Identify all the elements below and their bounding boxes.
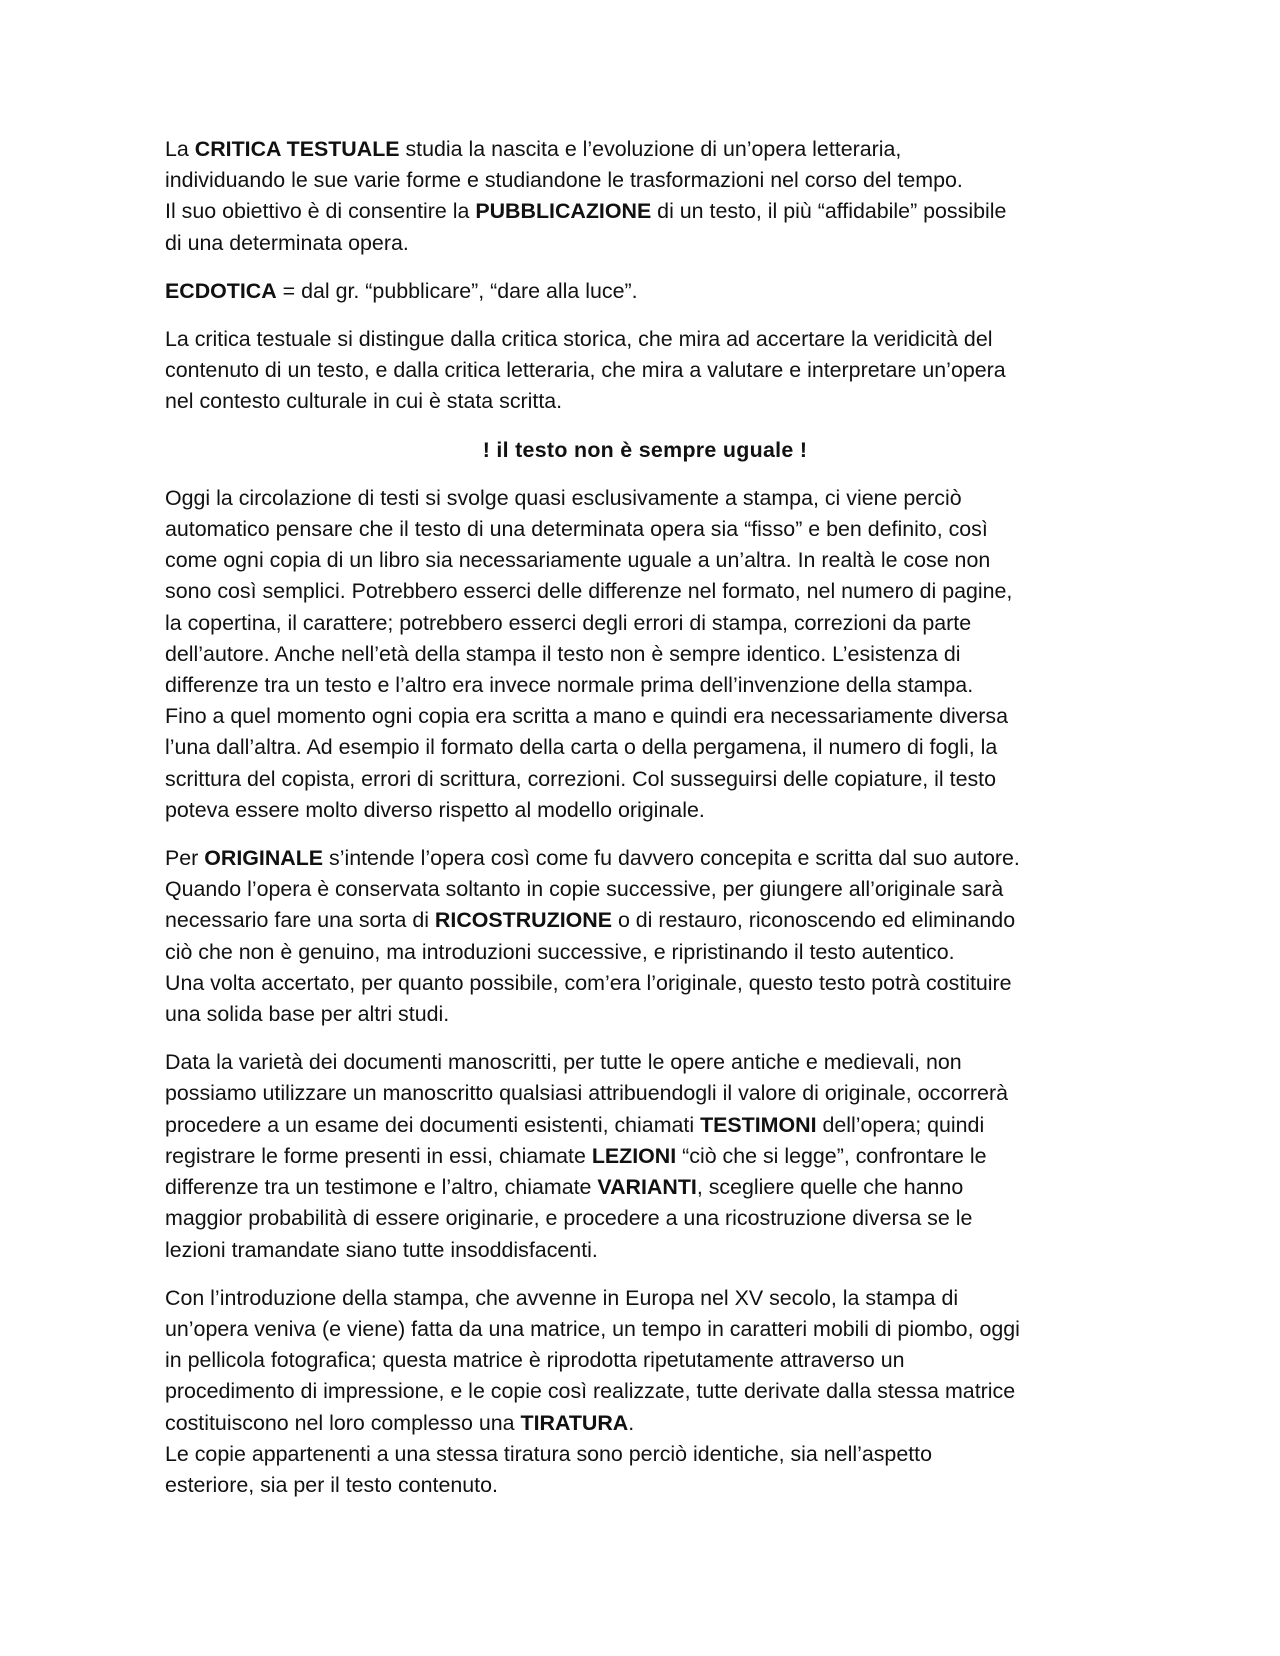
text-span: maggior probabilità di essere originarie, e procedere a una ricostruzione diversa se le — [165, 1206, 973, 1231]
text-span: differenze tra un testimone e l’altro, chiamate — [165, 1175, 598, 1200]
text-span: studia la nascita e l’evoluzione di un’opera letteraria, — [399, 137, 902, 161]
text-line: Fino a quel momento ogni copia era scritta a mano e quindi era necessariamente diversa — [165, 704, 1009, 729]
term-ecdotica: ECDOTICA — [165, 278, 277, 303]
paragraph-distinzione — [165, 324, 1125, 418]
text-span: una solida base per altri studi. — [165, 1002, 450, 1027]
paragraph-originale — [165, 843, 1125, 1030]
text-span: di una determinata opera. — [165, 230, 409, 255]
paragraph-tiratura — [165, 1283, 1125, 1501]
text-span: o di restauro, riconoscendo ed eliminando — [612, 908, 1016, 933]
term-testimoni: TESTIMONI — [700, 1112, 817, 1137]
text-line: sono così semplici. Potrebbero esserci delle differenze nel formato, nel numero di pagine, — [165, 579, 1013, 604]
term-lezioni: LEZIONI — [591, 1143, 677, 1168]
text-line: differenze tra un testo e l’altro era invece normale prima dell’invenzione della stampa. — [165, 673, 974, 698]
text-span: s’intende l’opera così come fu davvero concepita e scritta dal suo autore. — [323, 846, 1020, 871]
text-span: di un testo, il più “affidabile” possibile — [651, 199, 1007, 224]
text-line: poteva essere molto diverso rispetto al modello originale. — [165, 797, 705, 822]
text-line: nel contesto culturale in cui è stata scritta. — [165, 389, 563, 414]
text-span: esteriore, sia per il testo contenuto. — [165, 1472, 498, 1497]
text-span: registrare le forme presenti in essi, chiamate — [165, 1143, 592, 1168]
text-span: Quando l’opera è conservata soltanto in copie successive, per giungere all’originale sarà — [165, 877, 1004, 902]
document-body — [165, 134, 1125, 1518]
term-pubblicazione: PUBBLICAZIONE — [475, 199, 652, 224]
text-span: necessario fare una sorta di — [165, 908, 435, 933]
paragraph-critica-testuale — [165, 134, 1125, 259]
text-line: la copertina, il carattere; potrebbero esserci degli errori di stampa, correzioni da parte — [165, 610, 972, 635]
text-span: possiamo utilizzare un manoscritto qualsiasi attribuendogli il valore di originale, occorrerà — [165, 1081, 1008, 1106]
text-span: lezioni tramandate siano tutte insoddisfacenti. — [165, 1237, 598, 1262]
text-span: in pellicola fotografica; questa matrice è riprodotta ripetutamente attraverso un — [165, 1348, 905, 1373]
text-line: scrittura del copista, errori di scrittura, correzioni. Col susseguirsi delle copiature, il testo — [165, 766, 996, 791]
term-originale: ORIGINALE — [204, 846, 324, 871]
text-span: un’opera veniva (e viene) fatta da una matrice, un tempo in caratteri mobili di piombo, oggi — [165, 1316, 1020, 1341]
text-line: dell’autore. Anche nell’età della stampa il testo non è sempre identico. L’esistenza di — [165, 641, 961, 666]
text-span: Per — [165, 846, 205, 871]
text-line: La critica testuale si distingue dalla critica storica, che mira ad accertare la veridicità del — [165, 327, 993, 352]
term-critica-testuale: CRITICA TESTUALE — [194, 137, 400, 161]
text-line: Oggi la circolazione di testi si svolge quasi esclusivamente a stampa, ci viene perciò — [165, 485, 962, 510]
text-span: costituiscono nel loro complesso una — [165, 1410, 521, 1435]
term-ricostruzione: RICOSTRUZIONE — [434, 908, 612, 933]
term-varianti: VARIANTI — [597, 1175, 697, 1200]
text-line: contenuto di un testo, e dalla critica letteraria, che mira a valutare e interpretare un’opera — [165, 358, 1006, 383]
text-span: Data la varietà dei documenti manoscritti, per tutte le opere antiche e medievali, non — [165, 1050, 962, 1075]
text-span: individuando le sue varie forme e studiandone le trasformazioni nel corso del tempo. — [165, 168, 963, 193]
text-span: Con l’introduzione della stampa, che avvenne in Europa nel XV secolo, la stampa di — [165, 1285, 959, 1310]
text-span: = dal gr. “pubblicare”, “dare alla luce”. — [276, 278, 638, 303]
text-span: Le copie appartenenti a una stessa tiratura sono perciò identiche, sia nell’aspetto — [165, 1441, 932, 1466]
term-tiratura: TIRATURA — [520, 1410, 629, 1435]
text-span: “ciò che si legge”, confrontare le — [676, 1143, 987, 1168]
paragraph-circolazione — [165, 483, 1125, 826]
text-span: Il suo obiettivo è di consentire la — [165, 199, 476, 224]
text-span: ciò che non è genuino, ma introduzioni successive, e ripristinando il testo autentico. — [165, 939, 955, 964]
text-span: procedimento di impressione, e le copie così realizzate, tutte derivate dalla stessa matrice — [165, 1379, 1016, 1404]
text-line: come ogni copia di un libro sia necessariamente uguale a un’altra. In realtà le cose non — [165, 548, 991, 573]
text-line: l’una dall’altra. Ad esempio il formato della carta o della pergamena, il numero di fogli, la — [165, 735, 998, 760]
text-span: Una volta accertato, per quanto possibile, com’era l’originale, questo testo potrà costituire — [165, 970, 1012, 995]
text-span: , scegliere quelle che hanno — [696, 1175, 964, 1200]
text-line: automatico pensare che il testo di una determinata opera sia “fisso” e ben definito, così — [165, 517, 988, 542]
paragraph-testimoni — [165, 1047, 1125, 1265]
text-span: procedere a un esame dei documenti esistenti, chiamati — [165, 1112, 701, 1137]
text-span: dell’opera; quindi — [816, 1112, 985, 1137]
text-span: . — [628, 1410, 635, 1435]
text-span: La — [165, 137, 195, 161]
paragraph-ecdotica — [165, 276, 1125, 307]
section-heading: ! il testo non è sempre uguale ! — [482, 437, 808, 462]
